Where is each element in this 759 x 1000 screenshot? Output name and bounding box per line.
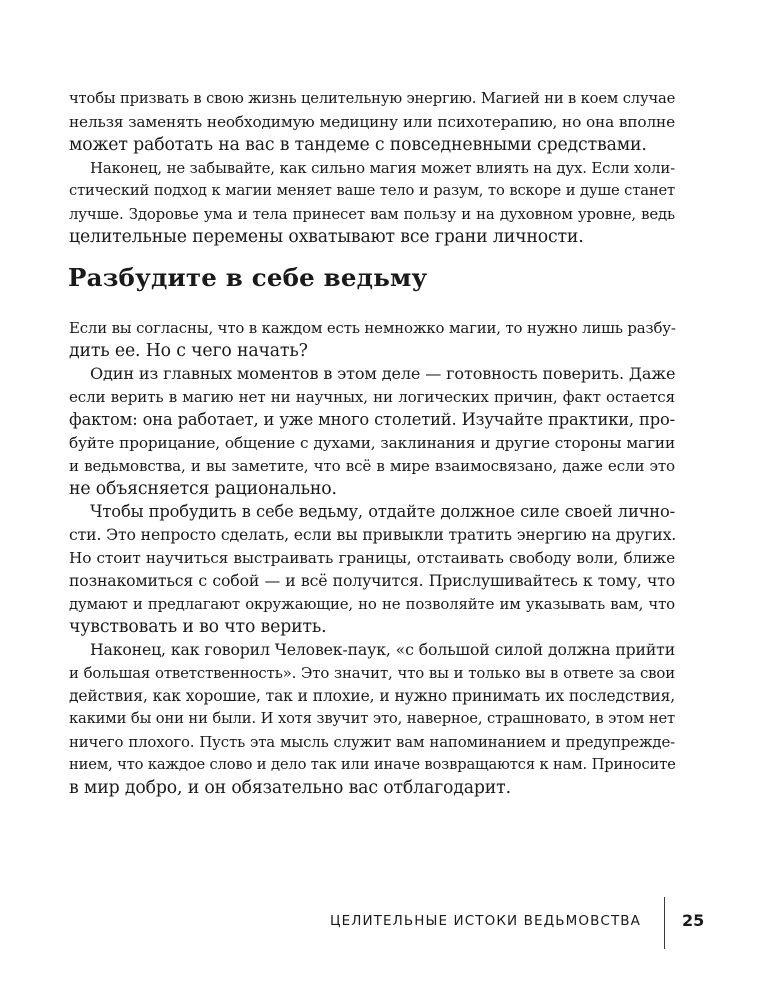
body-text-line: буйте прорицание, общение с духами, заклинания и другие стороны магии [69,434,675,452]
body-text-line: если верить в магию нет ни научных, ни логических причин, факт остается [69,388,675,406]
body-text-line: Чтобы пробудить в себе ведьму, отдайте должное силе своей лично- [90,502,675,521]
body-text-line: стический подход к магии меняет ваше тело и разум, то вскоре и душе станет [69,182,675,199]
section-heading: Разбудите в себе ведьму [68,263,428,292]
body-text-line: Один из главных моментов в этом деле — готовность поверить. Даже [90,364,676,383]
body-text-line: познакомиться с собой — и всё получится. Прислушивайтесь к тому, что [69,571,675,590]
body-text-line: Но стоит научиться выстраивать границы, отстаивать свободу воли, ближе [69,549,675,567]
body-text-line: нельзя заменять необходимую медицину или психотерапию, но она вполне [69,113,675,131]
page-number: 25 [682,911,705,930]
body-text-line: может работать на вас в тандеме с повседневными средствами. [69,135,647,155]
body-text-line: сти. Это непросто сделать, если вы привыкли тратить энергию на других. [69,525,677,544]
body-text-line: чувствовать и во что верить. [69,617,327,637]
body-text-line: какими бы они ни были. И хотя звучит это, наверное, страшновато, в этом нет [69,710,675,727]
body-text-line: Если вы согласны, что в каждом есть немножко магии, то нужно лишь разбу- [69,319,676,337]
body-text-line: не объясняется рационально. [69,479,337,499]
body-text-line: лучше. Здоровье ума и тела принесет вам пользу и на духовном уровне, ведь [69,205,675,223]
body-text-line: думают и предлагают окружающие, но не позволяйте им указывать вам, что [69,595,675,613]
body-text-line: фактом: она работает, и уже много столетий. Изучайте практики, про- [69,410,675,429]
running-footer-title: ЦЕЛИТЕЛЬНЫЕ ИСТОКИ ВЕДЬМОВСТВА [329,913,641,929]
body-text-line: действия, как хорошие, так и плохие, и нужно принимать их последствия, [69,687,675,705]
body-text-line: целительные перемены охватывают все грани личности. [69,227,584,247]
body-text-line: и большая ответственность». Это значит, что вы и только вы в ответе за свои [69,664,675,682]
body-text-line: и ведьмовства, и вы заметите, что всё в мире взаимосвязано, даже если это [69,457,675,475]
footer-divider [664,897,665,949]
body-text-line: дить ее. Но с чего начать? [69,341,308,361]
body-text-line: Наконец, не забывайте, как сильно магия может влиять на дух. Если холи- [90,159,675,177]
body-text-line: нием, что каждое слово и дело так или иначе возвращаются к нам. Приносите [69,756,676,773]
body-text-line: Наконец, как говорил Человек-паук, «с большой силой должна прийти [90,640,675,659]
body-text-line: ничего плохого. Пусть эта мысль служит вам напоминанием и предупрежде- [69,733,675,751]
body-text-line: чтобы призвать в свою жизнь целительную энергию. Магией ни в коем случае [69,90,676,107]
body-text-line: в мир добро, и он обязательно вас отблагодарит. [69,778,511,798]
